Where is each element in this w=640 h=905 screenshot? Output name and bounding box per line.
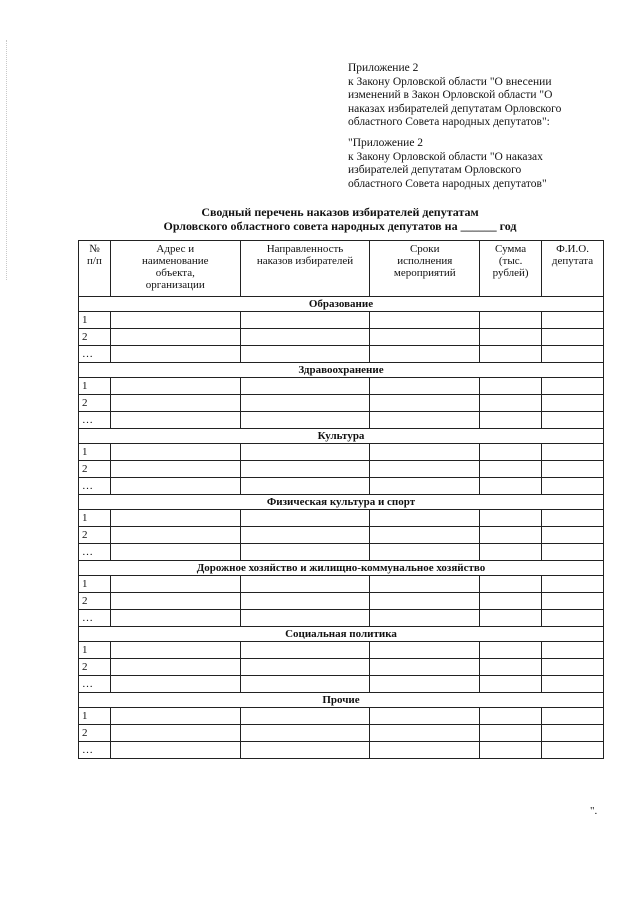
cell — [370, 312, 480, 329]
margin-marks — [6, 40, 8, 280]
cell — [480, 329, 542, 346]
cell — [370, 544, 480, 561]
row-number: 1 — [79, 642, 111, 659]
cell — [240, 329, 370, 346]
cell — [542, 412, 604, 429]
appendix-title: Приложение 2 — [348, 62, 419, 74]
cell — [240, 510, 370, 527]
row-number: 2 — [79, 725, 111, 742]
cell — [542, 576, 604, 593]
cell — [240, 527, 370, 544]
cell — [240, 576, 370, 593]
row-number: 2 — [79, 527, 111, 544]
row-number: 1 — [79, 378, 111, 395]
appendix-header-original — [348, 137, 600, 191]
header-deputy: Ф.И.О. депутата — [542, 241, 604, 297]
cell — [110, 676, 240, 693]
header-terms: Сроки исполнения мероприятий — [370, 241, 480, 297]
row-number: … — [79, 412, 111, 429]
cell — [110, 576, 240, 593]
cell — [240, 742, 370, 759]
section-title: Прочие — [79, 693, 604, 708]
row-number: 1 — [79, 576, 111, 593]
cell — [110, 346, 240, 363]
cell — [110, 378, 240, 395]
cell — [240, 642, 370, 659]
section-title: Дорожное хозяйство и жилищно-коммунальное хозяйство — [79, 561, 604, 576]
closing-quote: ". — [590, 805, 598, 817]
cell — [542, 461, 604, 478]
cell — [480, 725, 542, 742]
cell — [110, 742, 240, 759]
cell — [480, 378, 542, 395]
section-title: Культура — [79, 429, 604, 444]
cell — [480, 312, 542, 329]
cell — [240, 725, 370, 742]
cell — [480, 576, 542, 593]
appendix-text-line: к Закону Орловской области "О внесении — [348, 75, 552, 88]
table-row — [79, 642, 604, 659]
table-header-row — [79, 241, 604, 297]
cell — [240, 676, 370, 693]
cell — [370, 659, 480, 676]
header-address: Адрес и наименование объекта, организации — [110, 241, 240, 297]
cell — [480, 742, 542, 759]
cell — [542, 444, 604, 461]
cell — [480, 659, 542, 676]
cell — [110, 544, 240, 561]
cell — [370, 329, 480, 346]
title-line: Сводный перечень наказов избирателей депутатам — [201, 205, 479, 219]
table-row — [79, 544, 604, 561]
cell — [110, 510, 240, 527]
cell — [542, 378, 604, 395]
section-row — [79, 429, 604, 444]
cell — [110, 708, 240, 725]
section-title: Физическая культура и спорт — [79, 495, 604, 510]
table-row — [79, 527, 604, 544]
cell — [542, 642, 604, 659]
cell — [542, 312, 604, 329]
section-row — [79, 627, 604, 642]
appendix-text-line: областного Совета народных депутатов": — [348, 116, 550, 128]
cell — [542, 742, 604, 759]
table-row — [79, 708, 604, 725]
row-number: 2 — [79, 395, 111, 412]
section-row — [79, 363, 604, 378]
cell — [110, 659, 240, 676]
cell — [480, 527, 542, 544]
row-number: … — [79, 544, 111, 561]
cell — [240, 312, 370, 329]
row-number: … — [79, 742, 111, 759]
cell — [240, 346, 370, 363]
row-number: 1 — [79, 312, 111, 329]
appendix-title: "Приложение 2 — [348, 137, 424, 149]
row-number: 2 — [79, 329, 111, 346]
cell — [542, 544, 604, 561]
cell — [370, 461, 480, 478]
row-number: 2 — [79, 659, 111, 676]
cell — [480, 461, 542, 478]
cell — [240, 378, 370, 395]
cell — [240, 461, 370, 478]
cell — [240, 708, 370, 725]
cell — [370, 610, 480, 627]
cell — [480, 708, 542, 725]
row-number: … — [79, 610, 111, 627]
cell — [110, 329, 240, 346]
row-number: 1 — [79, 444, 111, 461]
cell — [370, 478, 480, 495]
appendix-header-amendment — [348, 62, 600, 130]
table-row — [79, 461, 604, 478]
cell — [110, 312, 240, 329]
table-row — [79, 412, 604, 429]
table-row — [79, 742, 604, 759]
header-sum: Сумма (тыс. рублей) — [480, 241, 542, 297]
cell — [480, 346, 542, 363]
table-row — [79, 610, 604, 627]
row-number: … — [79, 346, 111, 363]
cell — [240, 659, 370, 676]
section-title: Здравоохранение — [79, 363, 604, 378]
cell — [110, 642, 240, 659]
cell — [240, 544, 370, 561]
appendix-text-line: наказах избирателей депутатам Орловского — [348, 102, 562, 115]
table-row — [79, 676, 604, 693]
cell — [110, 444, 240, 461]
cell — [370, 742, 480, 759]
cell — [542, 527, 604, 544]
row-number: 2 — [79, 461, 111, 478]
cell — [110, 527, 240, 544]
cell — [370, 346, 480, 363]
cell — [542, 329, 604, 346]
cell — [110, 461, 240, 478]
cell — [480, 395, 542, 412]
header-direction: Направленность наказов избирателей — [240, 241, 370, 297]
cell — [480, 642, 542, 659]
cell — [370, 395, 480, 412]
cell — [110, 478, 240, 495]
cell — [480, 610, 542, 627]
cell — [110, 593, 240, 610]
row-number: 1 — [79, 708, 111, 725]
cell — [370, 527, 480, 544]
cell — [480, 593, 542, 610]
cell — [110, 725, 240, 742]
cell — [240, 478, 370, 495]
cell — [370, 576, 480, 593]
orders-table — [78, 240, 604, 759]
cell — [542, 478, 604, 495]
cell — [480, 676, 542, 693]
table-row — [79, 329, 604, 346]
header-num: № п/п — [79, 241, 111, 297]
cell — [110, 610, 240, 627]
section-title: Социальная политика — [79, 627, 604, 642]
cell — [542, 395, 604, 412]
table-row — [79, 725, 604, 742]
appendix-text-line: изменений в Закон Орловской области "О — [348, 89, 553, 101]
table-row — [79, 395, 604, 412]
table-row — [79, 312, 604, 329]
cell — [480, 510, 542, 527]
section-row — [79, 297, 604, 312]
table-row — [79, 510, 604, 527]
cell — [542, 659, 604, 676]
row-number: 1 — [79, 510, 111, 527]
cell — [370, 642, 480, 659]
cell — [370, 444, 480, 461]
row-number: 2 — [79, 593, 111, 610]
row-number: … — [79, 676, 111, 693]
appendix-text-line: к Закону Орловской области "О наказах — [348, 150, 543, 163]
cell — [542, 346, 604, 363]
document-title — [76, 205, 604, 233]
appendix-text-line: избирателей депутатам Орловского — [348, 164, 522, 176]
cell — [542, 593, 604, 610]
cell — [370, 510, 480, 527]
table-row — [79, 659, 604, 676]
cell — [110, 412, 240, 429]
table-row — [79, 576, 604, 593]
cell — [542, 725, 604, 742]
cell — [480, 444, 542, 461]
appendix-text-line: областного Совета народных депутатов" — [348, 177, 547, 190]
cell — [542, 708, 604, 725]
cell — [370, 593, 480, 610]
cell — [240, 412, 370, 429]
cell — [370, 676, 480, 693]
cell — [370, 708, 480, 725]
cell — [542, 676, 604, 693]
section-row — [79, 561, 604, 576]
cell — [480, 544, 542, 561]
cell — [370, 412, 480, 429]
cell — [240, 593, 370, 610]
table-row — [79, 593, 604, 610]
section-title: Образование — [79, 297, 604, 312]
cell — [370, 378, 480, 395]
cell — [240, 444, 370, 461]
cell — [480, 412, 542, 429]
cell — [370, 725, 480, 742]
cell — [480, 478, 542, 495]
table-row — [79, 378, 604, 395]
cell — [240, 395, 370, 412]
cell — [542, 510, 604, 527]
cell — [240, 610, 370, 627]
section-row — [79, 693, 604, 708]
table-row — [79, 444, 604, 461]
title-line: Орловского областного совета народных депутатов на ______ год — [163, 219, 517, 233]
table-row — [79, 478, 604, 495]
cell — [542, 610, 604, 627]
row-number: … — [79, 478, 111, 495]
table-row — [79, 346, 604, 363]
cell — [110, 395, 240, 412]
section-row — [79, 495, 604, 510]
